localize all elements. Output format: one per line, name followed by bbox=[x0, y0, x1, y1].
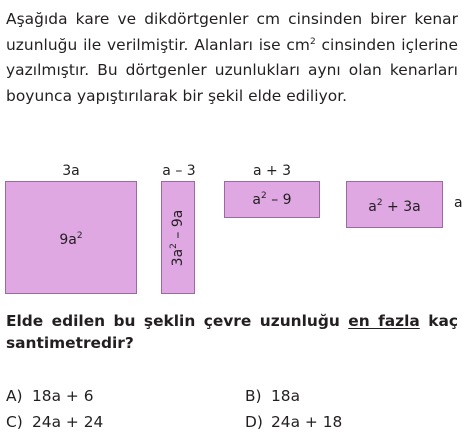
option-d-letter: D) bbox=[245, 413, 263, 431]
rect-three-area-label: $a^2 + 3a$ bbox=[368, 197, 421, 215]
question-text: Elde edilen bu şeklin çevre uzunluğu en fazla kaç santimetredir? bbox=[6, 312, 458, 352]
rect-three-side-label: a bbox=[454, 195, 463, 211]
option-d[interactable] bbox=[245, 412, 342, 432]
option-b-letter: B) bbox=[245, 387, 262, 405]
vertical-rect-side-label: a – 3 bbox=[162, 163, 196, 179]
option-c-letter: C) bbox=[6, 413, 23, 431]
problem-text-1: Aşağıda kare ve dikdörtgenler cm cinsinden birer kenar uzunluğu ile verilmiştir. Alanları ise cm bbox=[6, 10, 458, 54]
unit-exponent: 2 bbox=[309, 36, 316, 47]
option-c-text: 24a + 24 bbox=[32, 413, 104, 431]
problem-text-2: cinsinden içlerine yazılmıştır. Bu dörtgenler uzunlukları aynı olan kenarları boyunca yapıştırılarak bir şekil elde ediliyor. bbox=[6, 35, 459, 105]
square-shape bbox=[5, 181, 137, 294]
option-d-text: 24a + 18 bbox=[271, 413, 343, 431]
rect-two-shape bbox=[224, 181, 320, 218]
option-a-letter: A) bbox=[6, 387, 23, 405]
rect-three-shape bbox=[346, 181, 443, 228]
option-a[interactable] bbox=[6, 386, 94, 406]
square-area-label: $9a^2$ bbox=[59, 230, 83, 248]
problem-statement bbox=[6, 7, 458, 109]
option-a-text: 18a + 6 bbox=[32, 387, 94, 405]
option-b[interactable] bbox=[245, 386, 300, 406]
option-b-text: 18a bbox=[271, 387, 301, 405]
rect-two-area-label: $a^2 - 9$ bbox=[252, 190, 292, 208]
vertical-rect-area-label: $3a^2 - 9a$ bbox=[169, 209, 186, 266]
option-c[interactable] bbox=[6, 412, 103, 432]
rect-two-side-label: a + 3 bbox=[252, 163, 292, 179]
square-side-label: 3a bbox=[62, 163, 80, 179]
emphasis-text: en fazla bbox=[348, 312, 420, 330]
vertical-rect-shape bbox=[161, 181, 195, 294]
